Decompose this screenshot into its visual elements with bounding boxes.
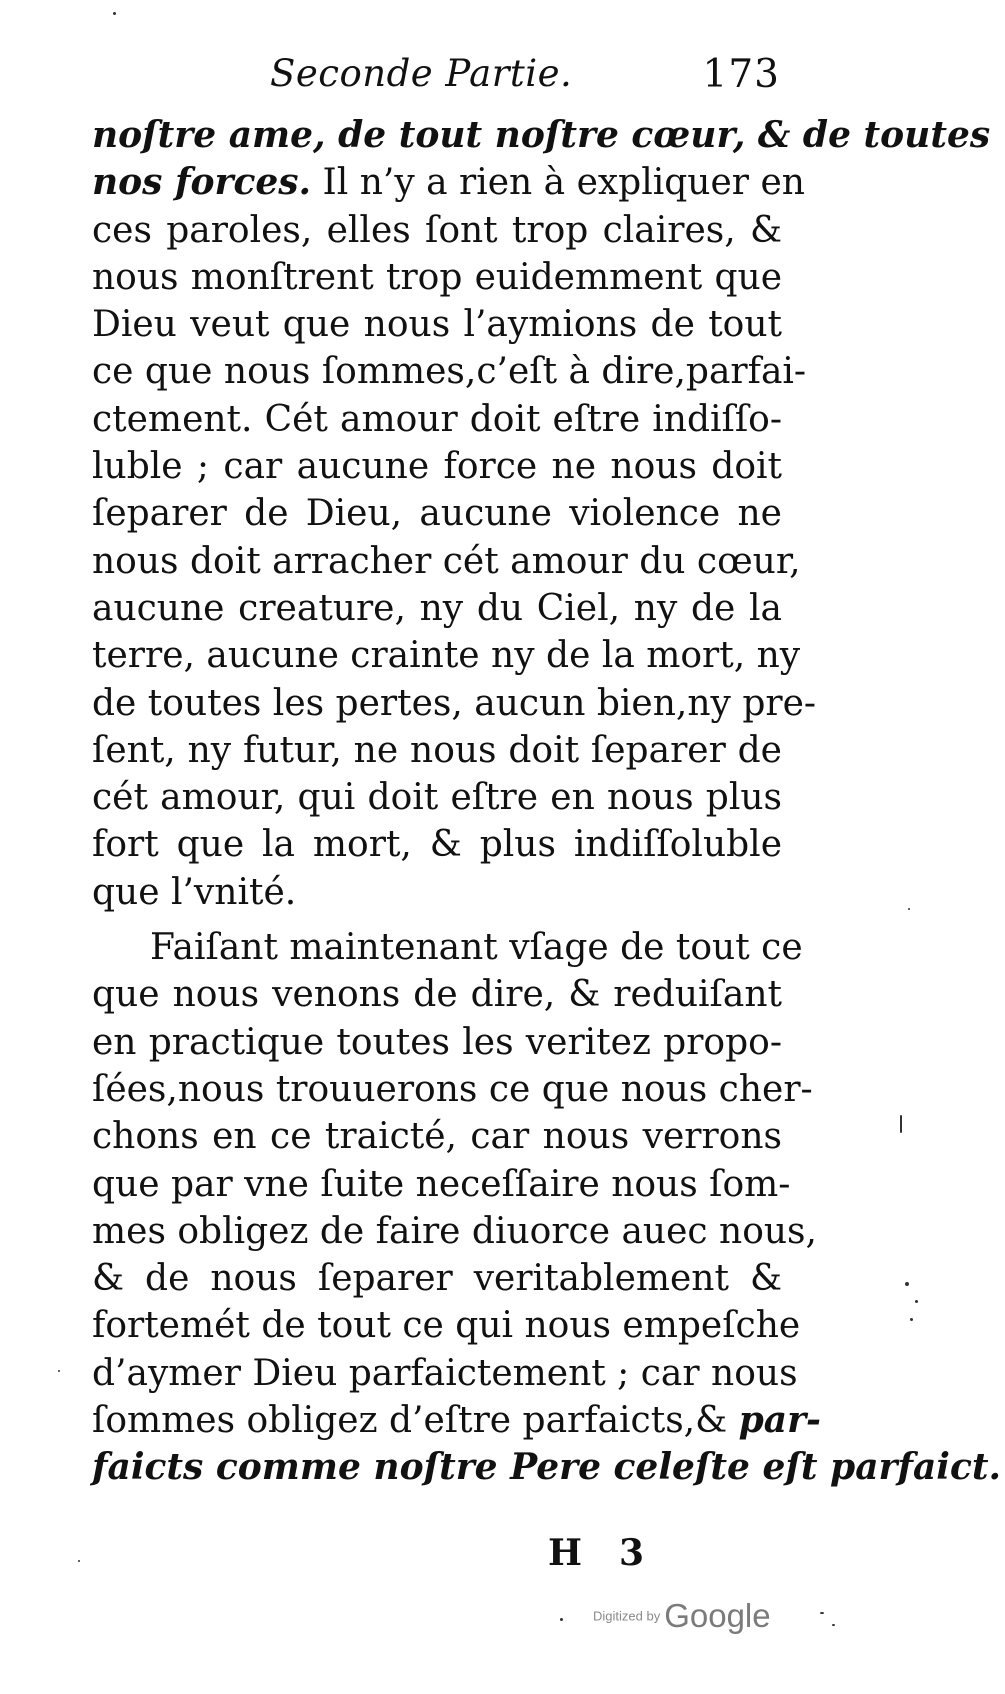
text-line: fort que la mort, & plus indiſſoluble <box>92 824 782 866</box>
scan-speck <box>113 12 116 15</box>
text-line: que nous venons de dire, & reduiſant <box>92 974 782 1016</box>
text-line: chons en ce traicté, car nous verrons <box>92 1116 782 1158</box>
scan-speck <box>905 1282 909 1286</box>
text-line: Dieu veut que nous l’aymions de tout <box>92 304 782 346</box>
scan-speck <box>832 1624 835 1626</box>
text-line: & de nous ſeparer veritablement & <box>92 1258 782 1300</box>
text-line: fortemét de tout ce qui nous empeſche <box>92 1305 801 1347</box>
text-line: que par vne ſuite neceſſaire nous ſom- <box>92 1163 791 1205</box>
scan-speck <box>820 1612 824 1614</box>
text-line: noſtre ame, de tout noſtre cœur, & de toutes <box>92 114 991 156</box>
scan-speck <box>560 1618 563 1621</box>
scan-speck <box>915 1300 918 1303</box>
text-line: que l’vnité. <box>92 871 297 913</box>
text-line: nos forces. Il n’y a rien à expliquer en <box>92 161 805 204</box>
digitizer-brand: Google <box>664 1597 771 1634</box>
signature-mark <box>548 1532 645 1574</box>
scan-speck <box>78 1560 80 1562</box>
text-line: ctement. Cét amour doit eſtre indiſſo- <box>92 398 782 440</box>
text-line: d’aymer Dieu parfaictement ; car nous <box>92 1352 798 1394</box>
text-line: de toutes les pertes, aucun bien,ny pre- <box>92 682 817 724</box>
text-line: Faiſant maintenant vſage de tout ce <box>150 927 803 969</box>
text-line: ſeparer de Dieu, aucune violence ne <box>92 493 782 535</box>
running-title: Seconde Partie. <box>270 52 573 95</box>
scan-speck <box>900 1115 902 1133</box>
digitizer-watermark <box>593 1597 771 1635</box>
text-line: aucune creature, ny du Ciel, ny de la <box>92 587 782 629</box>
text-line: en practique toutes les veritez propo- <box>92 1021 782 1063</box>
scan-speck <box>910 1318 913 1321</box>
text-line: ſées,nous trouuerons ce que nous cher- <box>92 1068 813 1110</box>
text-line: ſent, ny futur, ne nous doit ſeparer de <box>92 729 782 771</box>
scan-speck <box>908 908 910 910</box>
page-number: 173 <box>702 52 780 97</box>
text-block <box>92 112 1002 1492</box>
text-line: ce que nous ſommes,c’eſt à dire,parfai- <box>92 351 807 393</box>
text-line: mes obligez de faire diuorce auec nous, <box>92 1210 817 1252</box>
text-line: nous monſtrent trop euidemment que <box>92 256 782 298</box>
text-line: nous doit arracher cét amour du cœur, <box>92 540 801 582</box>
text-line: cét amour, qui doit eſtre en nous plus <box>92 777 782 819</box>
digitizer-prefix: Digitized by <box>593 1608 661 1624</box>
signature-number: 3 <box>619 1532 646 1574</box>
text-line: ſommes obligez d’eſtre parfaicts,& par- <box>92 1399 821 1442</box>
text-line: ces paroles, elles ſont trop claires, & <box>92 209 782 251</box>
scan-speck <box>58 1370 60 1372</box>
text-line: luble ; car aucune force ne nous doit <box>92 446 782 488</box>
text-line: terre, aucune crainte ny de la mort, ny <box>92 635 801 677</box>
running-head <box>270 52 780 102</box>
signature-letter: H <box>548 1532 584 1574</box>
text-line: faicts comme noſtre Pere celeſte eſt parfaict. <box>92 1446 1002 1489</box>
